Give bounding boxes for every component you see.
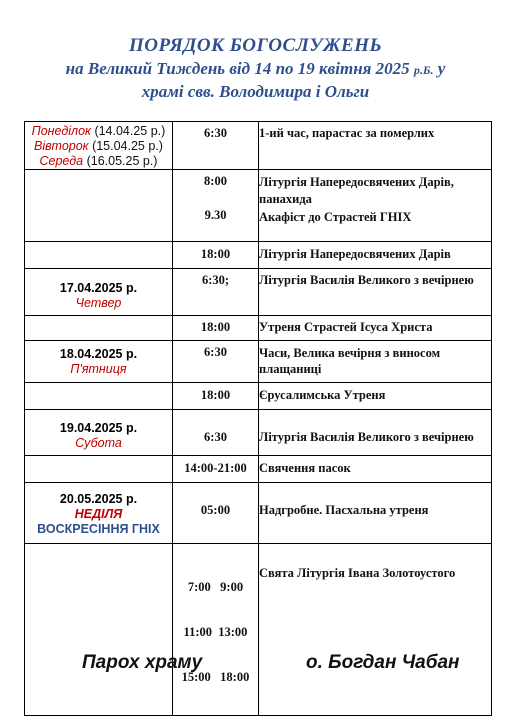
service-cell: Надгробне. Пасхальна утреня <box>259 483 492 544</box>
subtitle-tail: у <box>437 59 446 78</box>
day-cell <box>25 242 173 269</box>
time-value: 7:00 9:00 <box>187 580 244 594</box>
day-cell <box>25 410 173 456</box>
service-cell: Свята Літургія Івана Золотоустого <box>259 544 492 716</box>
day-cell <box>25 483 173 544</box>
time-cell: 05:00 <box>173 483 259 544</box>
time-value: 8:00 <box>204 174 227 188</box>
time-cell <box>173 544 259 716</box>
service-cell: Літургія Напередосвячених Дарів <box>259 242 492 269</box>
time-cell: 6:30; <box>173 269 259 316</box>
table-row <box>25 456 492 483</box>
date-label: (15.04.25 р.) <box>92 139 163 153</box>
time-cell: 18:00 <box>173 316 259 341</box>
table-row <box>25 341 492 383</box>
day-cell <box>25 122 173 170</box>
schedule-table <box>24 121 492 716</box>
page-header <box>0 34 511 103</box>
service-cell <box>259 170 492 242</box>
era-suffix: р.Б. <box>413 63 434 77</box>
day-label: Середа <box>39 154 84 168</box>
day-label: Четвер <box>75 296 122 310</box>
day-cell <box>25 456 173 483</box>
table-row <box>25 316 492 341</box>
day-label: П'ятниця <box>70 362 127 376</box>
feast-label: ВОСКРЕСІННЯ ГНІХ <box>37 522 160 536</box>
service-cell: Єрусалимська Утреня <box>259 383 492 410</box>
table-row <box>25 483 492 544</box>
service-cell: Утреня Страстей Ісуса Христа <box>259 316 492 341</box>
footer-parish-label: Парох храму <box>82 652 203 673</box>
service-text: Акафіст до Страстей ГНІХ <box>259 210 412 224</box>
page-subtitle <box>0 58 511 81</box>
time-cell: 18:00 <box>173 242 259 269</box>
date-label: 20.05.2025 р. <box>59 492 138 506</box>
day-cell <box>25 269 173 316</box>
time-cell: 18:00 <box>173 383 259 410</box>
time-value: 15:00 18:00 <box>181 670 250 684</box>
day-label: Вівторок <box>34 139 89 153</box>
table-row <box>25 269 492 316</box>
table-row <box>25 410 492 456</box>
time-cell: 6:30 <box>173 341 259 383</box>
day-cell <box>25 544 173 716</box>
time-cell: 6:30 <box>173 122 259 170</box>
day-label: Понеділок <box>31 124 91 138</box>
time-value: 9.30 <box>204 208 227 222</box>
date-label: 17.04.2025 р. <box>59 281 138 295</box>
day-cell <box>25 316 173 341</box>
day-cell <box>25 170 173 242</box>
service-text: Літургія Напередосвячених Дарів, панахида <box>259 175 454 206</box>
date-label: (16.05.25 р.) <box>86 154 158 168</box>
day-label: НЕДІЛЯ <box>74 507 123 521</box>
table-row <box>25 170 492 242</box>
service-cell: 1-ий час, парастас за померлих <box>259 122 492 170</box>
table-row <box>25 242 492 269</box>
page-title: ПОРЯДОК БОГОСЛУЖЕНЬ <box>128 35 383 56</box>
subtitle-text: на Великий Тиждень від 14 по 19 квітня 2025 <box>65 59 410 78</box>
time-cell: 14:00-21:00 <box>173 456 259 483</box>
service-cell: Літургія Василія Великого з вечірнею <box>259 410 492 456</box>
time-cell: 6:30 <box>173 410 259 456</box>
table-row <box>25 122 492 170</box>
footer-priest-name: о. Богдан Чабан <box>306 652 460 673</box>
church-name: храмі свв. Володимира і Ольги <box>141 82 370 101</box>
time-value: 11:00 13:00 <box>183 625 248 639</box>
date-label: (14.04.25 р.) <box>94 124 166 138</box>
table-row <box>25 544 492 716</box>
service-cell: Часи, Велика вечірня з виносом плащаниці <box>259 341 492 383</box>
date-label: 19.04.2025 р. <box>59 421 138 435</box>
day-label: Субота <box>75 436 122 450</box>
time-cell <box>173 170 259 242</box>
day-cell <box>25 383 173 410</box>
service-cell: Свячення пасок <box>259 456 492 483</box>
service-cell: Літургія Василія Великого з вечірнею <box>259 269 492 316</box>
day-cell <box>25 341 173 383</box>
table-row <box>25 383 492 410</box>
date-label: 18.04.2025 р. <box>59 347 138 361</box>
